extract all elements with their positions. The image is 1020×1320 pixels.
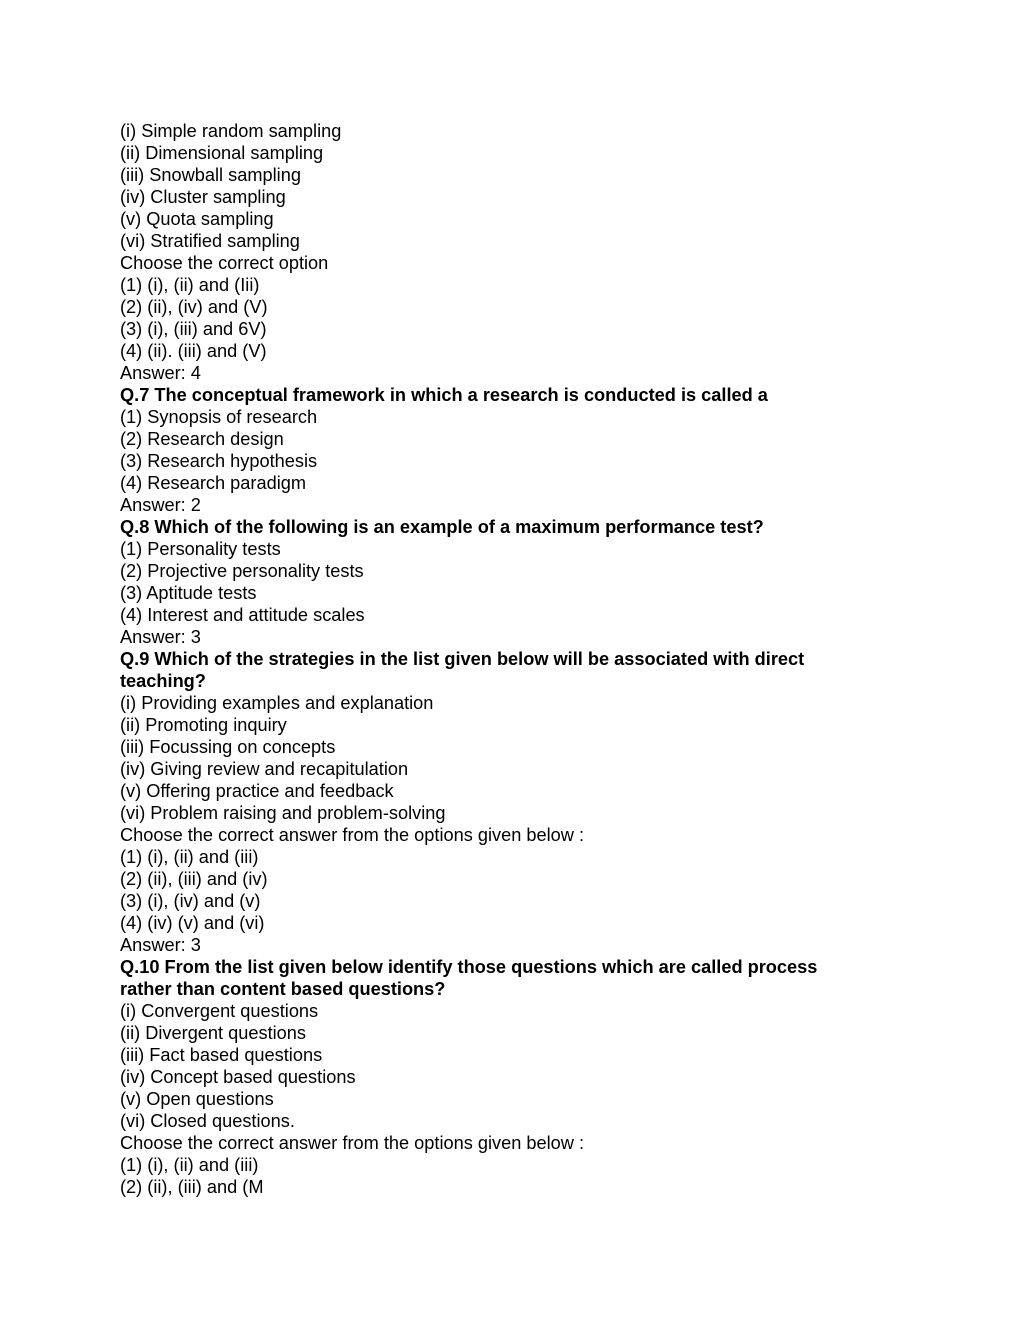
- answer-option: (1) Synopsis of research: [120, 407, 318, 427]
- list-item: (v) Open questions: [120, 1089, 274, 1109]
- question-prompt: Choose the correct answer from the options given below :: [120, 825, 585, 845]
- list-item: (iii) Fact based questions: [120, 1045, 323, 1065]
- answer-option: (4) (ii). (iii) and (V): [120, 341, 267, 361]
- question-8: [120, 516, 900, 648]
- list-item: (v) Offering practice and feedback: [120, 781, 394, 801]
- answer-option: (1) Personality tests: [120, 539, 281, 559]
- answer-option: (3) (i), (iv) and (v): [120, 891, 261, 911]
- list-item: (iii) Focussing on concepts: [120, 737, 336, 757]
- intro-section: [120, 120, 900, 384]
- question-prompt: Choose the correct option: [120, 253, 329, 273]
- list-item: (ii) Promoting inquiry: [120, 715, 287, 735]
- list-item: (i) Simple random sampling: [120, 121, 342, 141]
- question-10: [120, 956, 900, 1198]
- answer-option: (2) (ii), (iv) and (V): [120, 297, 268, 317]
- list-item: (i) Convergent questions: [120, 1001, 319, 1021]
- list-item: (iv) Cluster sampling: [120, 187, 286, 207]
- list-item: (vi) Closed questions.: [120, 1111, 295, 1131]
- answer-option: (1) (i), (ii) and (iii): [120, 1155, 259, 1175]
- list-item: (v) Quota sampling: [120, 209, 274, 229]
- answer-option: (1) (i), (ii) and (iii): [120, 847, 259, 867]
- answer-option: (4) Interest and attitude scales: [120, 605, 365, 625]
- question-9: [120, 648, 900, 956]
- list-item: (vi) Problem raising and problem-solving: [120, 803, 446, 823]
- list-item: (ii) Dimensional sampling: [120, 143, 324, 163]
- question-title: Q.7 The conceptual framework in which a research is conducted is called a: [120, 385, 768, 405]
- list-item: (iii) Snowball sampling: [120, 165, 301, 185]
- list-item: (ii) Divergent questions: [120, 1023, 306, 1043]
- answer-option: (3) (i), (iii) and 6V): [120, 319, 267, 339]
- answer-key: Answer: 3: [120, 935, 201, 955]
- list-item: (iv) Concept based questions: [120, 1067, 356, 1087]
- answer-option: (1) (i), (ii) and (Iii): [120, 275, 260, 295]
- question-prompt: Choose the correct answer from the options given below :: [120, 1133, 585, 1153]
- answer-key: Answer: 3: [120, 627, 201, 647]
- answer-option: (4) Research paradigm: [120, 473, 306, 493]
- document-page: [120, 120, 900, 1198]
- list-item: (vi) Stratified sampling: [120, 231, 300, 251]
- answer-option: (2) (ii), (iii) and (iv): [120, 869, 268, 889]
- question-title: Q.9 Which of the strategies in the list given below will be associated with direct teaching?: [120, 649, 805, 691]
- list-item: (iv) Giving review and recapitulation: [120, 759, 409, 779]
- answer-option: (3) Research hypothesis: [120, 451, 318, 471]
- list-item: (i) Providing examples and explanation: [120, 693, 434, 713]
- answer-option: (2) Research design: [120, 429, 284, 449]
- answer-option: (2) Projective personality tests: [120, 561, 364, 581]
- question-title: Q.8 Which of the following is an example of a maximum performance test?: [120, 517, 764, 537]
- answer-option: (2) (ii), (iii) and (M: [120, 1177, 264, 1197]
- answer-key: Answer: 2: [120, 495, 201, 515]
- question-title: Q.10 From the list given below identify those questions which are called process rather than content based questions?: [120, 957, 818, 999]
- answer-option: (4) (iv) (v) and (vi): [120, 913, 265, 933]
- answer-option: (3) Aptitude tests: [120, 583, 257, 603]
- answer-key: Answer: 4: [120, 363, 201, 383]
- question-7: [120, 384, 900, 516]
